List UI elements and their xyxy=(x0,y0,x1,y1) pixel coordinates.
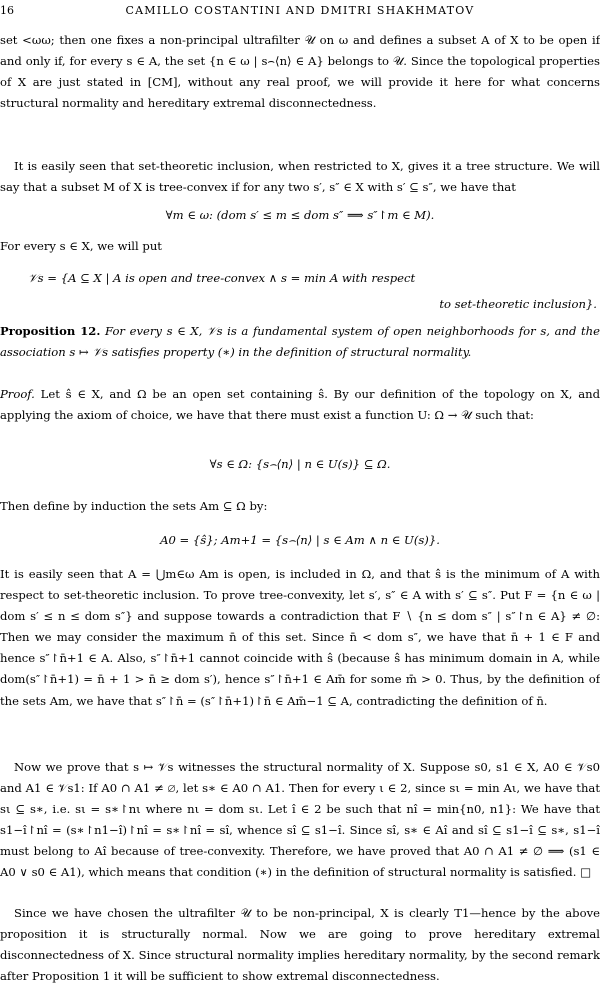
paragraph-for-every: For every s ∈ X, we will put xyxy=(0,239,162,253)
page-header xyxy=(0,4,600,18)
display-omega xyxy=(0,454,600,474)
proof-intro-text: Let ŝ ∈ X, and Ω be an open set containing ŝ. By our definition of the topology on X, and applying the axiom of choice, we have that there must exist a function U: Ω → 𝒰 such that: xyxy=(0,387,600,423)
formula-tree-convex: ∀m ∈ ω: (dom s′ ≤ m ≤ dom s″ ⟹ s″↾m ∈ M). xyxy=(165,208,435,222)
formula-omega: ∀s ∈ Ω: {s⌢⟨n⟩ | n ∈ U(s)} ⊆ Ω. xyxy=(209,457,391,471)
paragraph-intro: set <ωω; then one fixes a non-principal ultrafilter 𝒰 on ω and defines a subset A of X to be open if and only if, for every s ∈ A, the set {n ∈ ω | s⌢⟨n⟩ ∈ A} belongs to 𝒰. Since the topological properties of X are just stated in [CM], without any real proof, we will provide it here for what concerns structural normality and hereditary extremal disconnectedness. xyxy=(0,33,600,111)
proof-label: Proof. xyxy=(0,387,35,401)
proof-intro xyxy=(0,384,600,426)
paragraph-induction: Then define by induction the sets Am ⊆ Ω by: xyxy=(0,499,268,513)
display-v-def-line1 xyxy=(28,268,588,288)
proposition-text: For every s ∈ X, 𝒱s is a fundamental system of open neighborhoods for s, and the association s ↦ 𝒱s satisfies property (∗) in the definition of structural normality. xyxy=(0,324,600,360)
formula-v-def-1: 𝒱s = {A ⊆ X | A is open and tree-convex ∧ s = min A with respect xyxy=(28,271,416,285)
page-number: 16 xyxy=(0,4,14,17)
formula-v-def-2: to set-theoretic inclusion}. xyxy=(439,297,597,311)
formula-am-def: A0 = {ŝ}; Am+1 = {s⌢⟨n⟩ | s ∈ Am ∧ n ∈ U(s)}. xyxy=(160,533,440,547)
paragraph-tree-convex: It is easily seen that set-theoretic inclusion, when restricted to X, gives it a tree structure. We will say that a subset M of X is tree-convex if for any two s′, s″ ∈ X with s′ ⊆ s″, we have that xyxy=(0,159,600,195)
proposition-label: Proposition 12. xyxy=(0,324,101,338)
display-v-def-line2 xyxy=(0,294,597,314)
display-tree-convex xyxy=(0,205,600,225)
display-am-def xyxy=(0,530,600,550)
paragraph-proof-body: It is easily seen that A = ⋃m∈ω Am is open, is included in Ω, and that ŝ is the minimum of A with respect to set-theoretic inclusion. To prove tree-convexity, let s′, s″ ∈ A with s′ ⊆ s″. Put F = {n ∈ ω | dom s′ ≤ n ≤ dom s″} and suppose towards a contradiction that F ∖ {n ≤ dom s″ | s″↾n ∈ A} ≠ ∅: Then we may consider the maximum n̄ of this set. Since n̄ < dom s″, we have that n̄ + 1 ∈ F and hence s″↾n̄+1 ∈ A. Also, s″↾n̄+1 cannot coincide with ŝ (because ŝ has minimum domain in A, while dom(s″↾n̄+1) = n̄ + 1 > n̄ ≥ dom s′), hence s″↾n̄+1 ∈ Am̄ for some m̄ > 0. Thus, by the definition of the sets Am, we have that s″↾n̄ = (s″↾n̄+1)↾n̄ ∈ Am̄−1 ⊆ A, contradicting the definition of n̄. xyxy=(0,567,600,708)
paragraph-conclusion: Since we have chosen the ultrafilter 𝒰 to be non-principal, X is clearly T1—hence by the above proposition it is structurally normal. Now we are going to prove hereditary extremal disconnectedness of X. Since structural normality implies hereditary normality, by the second remark after Proposition 1 it will be sufficient to show extremal disconnectedness. xyxy=(0,906,600,984)
running-head: CAMILLO COSTANTINI AND DMITRI SHAKHMATOV xyxy=(125,4,475,17)
paragraph-structural-normality: Now we prove that s ↦ 𝒱s witnesses the structural normality of X. Suppose s0, s1 ∈ X, A0 ∈ 𝒱s0 and A1 ∈ 𝒱s1: If A0 ∩ A1 ≠ ∅, let s∗ ∈ A0 ∩ A1. Then for every ι ∈ 2, since sι = min Aι, we have that sι ⊆ s∗, i.e. sι = s∗↾nι where nι = dom sι. Let î ∈ 2 be such that nî = min{n0, n1}: We have that s1−î↾nî = (s∗↾n1−î)↾nî = s∗↾nî = sî, whence sî ⊆ s1−î. Since sî, s∗ ∈ Aî and sî ⊆ s1−î ⊆ s∗, s1−î must belong to Aî because of tree-convexity. Therefore, we have proved that A0 ∩ A1 ≠ ∅ ⟹ (s1 ∈ A0 ∨ s0 ∈ A1), which means that condition (∗) in the definition of structural normality is satisfied. □ xyxy=(0,760,600,880)
proposition-12 xyxy=(0,321,600,363)
